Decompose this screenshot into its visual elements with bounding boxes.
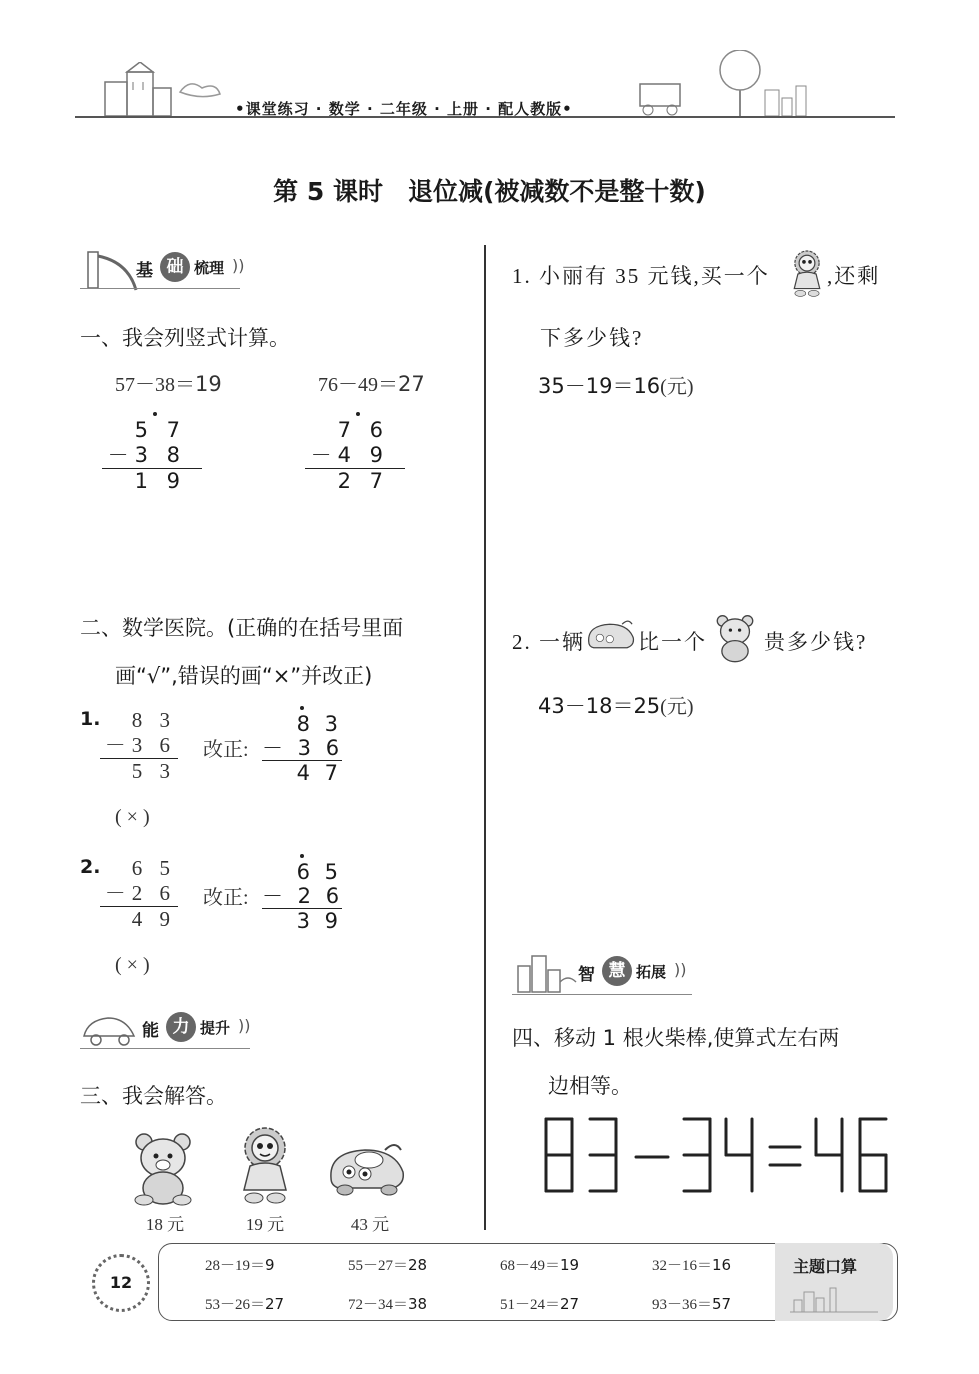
calc-subtrahend: － 2 6 [262,884,344,908]
lion-doll-icon [787,248,827,300]
expression-text: 76－49＝ [318,374,398,396]
badge-text: 拓展 [636,963,667,981]
calc-subtrahend: － 3 6 [262,736,344,760]
badge-char: 基 [136,261,153,281]
question2-answer [538,690,694,720]
borrow-dot [300,854,304,858]
oral-expr: 53－26＝ [205,1297,266,1313]
price-label: 43 元 [350,1215,390,1234]
section2-title-line1: 二、数学医院。(正确的在括号里面 [80,616,404,640]
badge-ring-char: 力 [166,1012,196,1042]
teddy-bear-icon [712,612,758,664]
lion-doll-icon [232,1126,298,1206]
calc-subtrahend: －2 6 [104,881,176,905]
answer-expression: 35－19＝16 [538,374,661,398]
question4-line1: 四、移动 1 根火柴棒,使算式左右两 [512,1026,840,1050]
oral-expr: 51－24＝ [500,1297,561,1313]
wrong-calc-2 [78,856,178,932]
oral-item [652,1293,731,1314]
section-badge-ability [80,1008,280,1048]
oral-item [205,1254,275,1275]
section2-title-line2: 画“√”,错误的画“×”并改正) [115,664,373,688]
header-decoration-left [95,62,255,118]
section-badge-wisdom [512,952,722,992]
oral-answer: 57 [712,1295,732,1313]
price-label: 18 元 [145,1215,185,1234]
oral-item [205,1293,284,1314]
item-number: 1. [80,708,101,730]
question1-text-b: ,还剩 [827,264,881,288]
correction-label: 改正: [203,739,249,761]
answer-unit: (元) [660,376,694,398]
badge-ring-char: 慧 [602,956,632,986]
calc-result: 3 9 [296,909,342,933]
corrected-calc-1 [262,712,342,785]
calc-result: 4 9 [131,907,176,931]
calc-subtrahend: －4 9 [310,443,389,467]
badge-underline [80,288,240,289]
judgement-mark: ( × ) [115,806,150,828]
calc-subtrahend: －3 8 [107,443,186,467]
judgement-mark: ( × ) [115,954,150,976]
calc-minuend: 7 6 [337,418,389,442]
oral-expr: 28－19＝ [205,1258,266,1274]
oral-answer: 27 [560,1295,580,1313]
book-series-title: •课堂练习 · 数学 · 二年级 · 上册 · 配人教版• [235,100,573,118]
section1-title: 一、我会列竖式计算。 [80,326,290,350]
calc-minuend: 6 5 [131,856,176,880]
expression-1 [115,368,222,397]
oral-expr: 72－34＝ [348,1297,409,1313]
calc-result: 5 3 [131,759,176,783]
borrow-dot [153,412,157,416]
city-icon [512,952,578,996]
answer-unit: (元) [660,696,694,718]
calc-minuend: 6 5 [296,860,342,884]
calc-result: 2 7 [337,469,389,493]
oral-item [348,1254,427,1275]
borrow-dot [300,706,304,710]
calc-minuend: 8 3 [296,712,342,736]
wrong-calc-1 [78,708,178,784]
page-number: 12 [92,1254,150,1312]
question2-line [512,626,585,656]
question2-text-c: 贵多少钱? [764,630,868,654]
expression-2 [318,368,425,397]
oral-answer: 27 [265,1295,285,1313]
question1-answer [538,370,694,400]
footer-skyline-decoration [790,1286,880,1314]
badge-arc-decoration: )) [238,1016,251,1035]
badge-char: 能 [142,1021,159,1041]
question1-text-a: 1. 小丽有 35 元钱,买一个 [512,264,770,288]
calc-result: 4 7 [296,761,342,785]
oral-item [500,1293,579,1314]
calc-result: 1 9 [134,469,186,493]
column-divider [484,245,486,1230]
oral-answer: 38 [408,1295,428,1313]
badge-arc-decoration: )) [674,960,687,979]
oral-answer: 28 [408,1256,428,1274]
oral-item [652,1254,731,1275]
oral-item [348,1293,427,1314]
question1-line2: 下多少钱? [540,326,644,350]
badge-ring-char: 础 [160,252,190,282]
lesson-title: 第 5 课时 退位减(被减数不是整十数) [273,177,706,206]
question4-line2: 边相等。 [548,1074,632,1098]
car-icon [80,1010,142,1050]
borrow-dot [356,412,360,416]
question2-text-a: 2. 一辆 [512,630,585,654]
question1-line1 [512,260,770,290]
section3-title: 三、我会解答。 [80,1084,227,1108]
expression-text: 57－38＝ [115,374,195,396]
oral-item [500,1254,579,1275]
section-badge-basic [80,248,280,288]
expression-answer: 27 [398,372,425,396]
correction-label: 改正: [203,887,249,909]
corrected-calc-2 [262,860,342,933]
matchstick-equation [538,1115,898,1201]
item-number: 2. [80,856,101,878]
oral-answer: 19 [560,1256,580,1274]
price-label: 19 元 [245,1215,285,1234]
slide-icon [80,248,140,292]
header-decoration-right [620,50,890,118]
badge-underline [512,994,692,995]
toy-car-icon [585,616,637,656]
oral-expr: 55－27＝ [348,1258,409,1274]
vertical-calc-1 [102,418,202,494]
badge-arc-decoration: )) [232,256,245,275]
calc-minuend: 5 7 [134,418,186,442]
oral-answer: 16 [712,1256,732,1274]
oral-calc-tag: 主题口算 [793,1257,858,1276]
badge-underline [80,1048,250,1049]
oral-expr: 68－49＝ [500,1258,561,1274]
expression-answer: 19 [195,372,222,396]
oral-expr: 93－36＝ [652,1297,713,1313]
badge-char: 智 [578,965,595,985]
badge-text: 梳理 [194,259,225,277]
toy-car-icon [325,1138,409,1200]
calc-minuend: 8 3 [131,708,176,732]
oral-expr: 32－16＝ [652,1258,713,1274]
calc-subtrahend: －3 6 [104,733,176,757]
badge-text: 提升 [200,1019,231,1037]
teddy-bear-icon [128,1130,198,1206]
question2-text-b: 比一个 [638,630,707,654]
vertical-calc-2 [305,418,405,494]
answer-expression: 43－18＝25 [538,694,661,718]
oral-answer: 9 [265,1256,275,1274]
